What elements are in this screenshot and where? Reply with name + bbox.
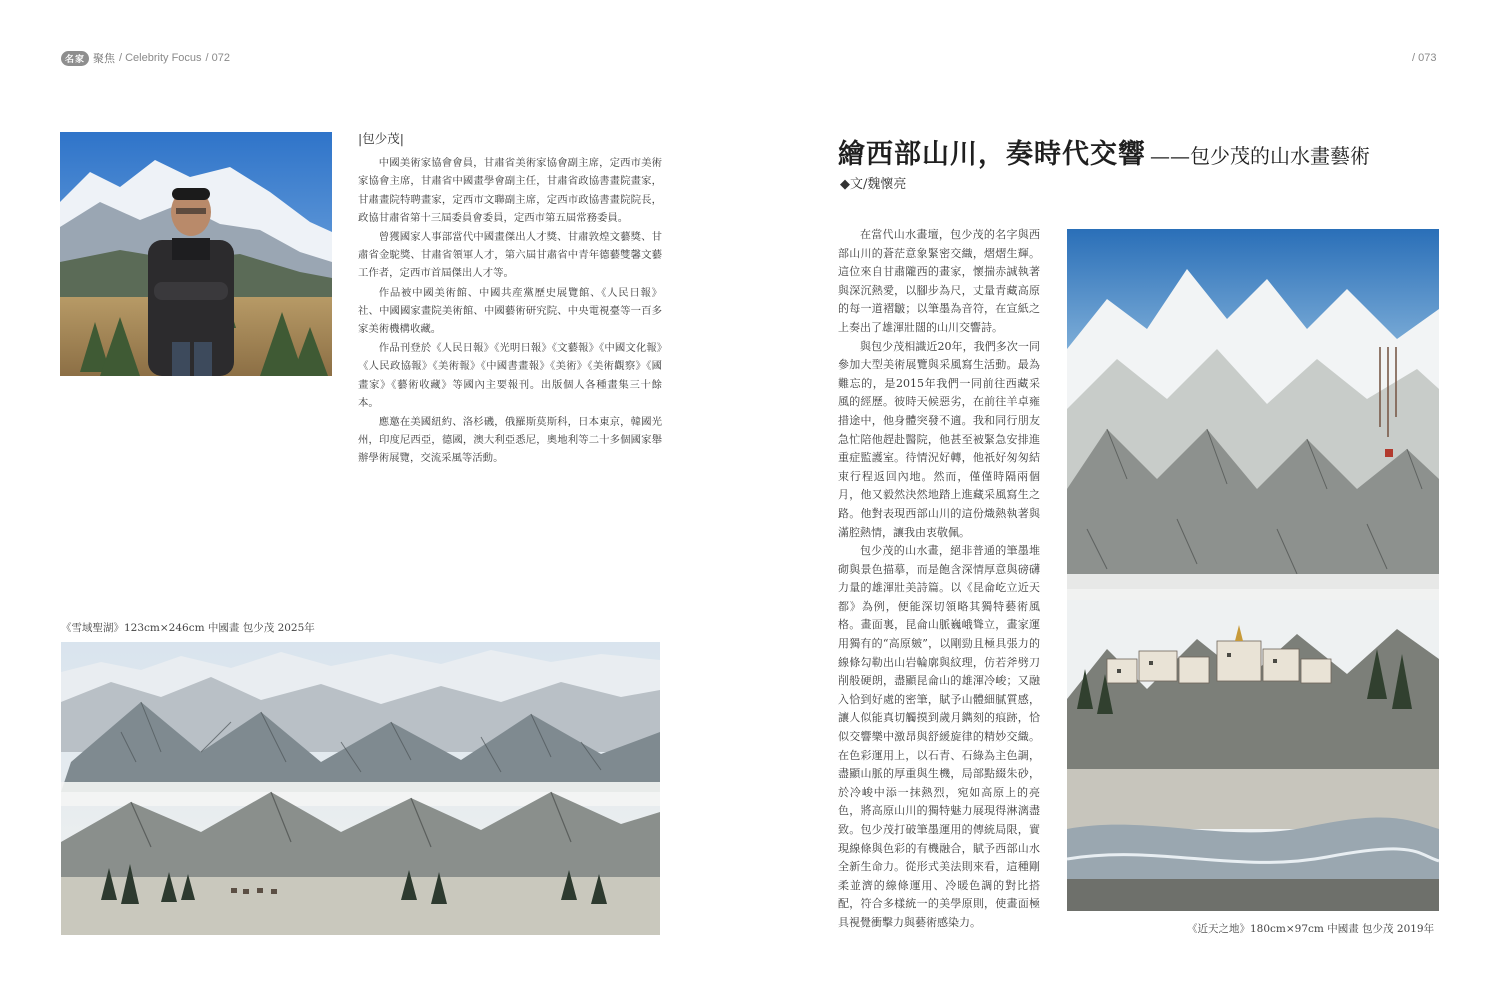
landscape-painting-2 — [1067, 229, 1439, 911]
bio-paragraph: 中國美術家協會會員，甘肅省美術家協會副主席，定西市美術家協會主席，甘肅省中國畫學會副主任，甘肅省政協書畫院畫家，甘肅畫院特聘畫家，定西市文聯副主席，定西市政協書畫院院長，政協甘肅省第十三屆委員會委員，定西市第五屆常務委員。 — [358, 157, 662, 224]
article-title-sub: ——包少茂的山水畫藝術 — [1150, 144, 1370, 168]
page-number-left: / 072 — [205, 52, 230, 64]
landscape-painting-1 — [61, 642, 660, 935]
bio-paragraph: 應邀在美國紐約、洛杉磯，俄羅斯莫斯科，日本東京，韓國光州，印度尼西亞，德國，澳大利亞悉尼，奧地利等二十多個國家舉辦學術展覽，交流采風等活動。 — [358, 416, 662, 465]
bio-paragraph: 曾獲國家人事部當代中國畫傑出人才獎、甘肅敦煌文藝獎、甘肅省金駝獎、甘肅省領軍人才，第六屆甘肅省中青年德藝雙馨文藝工作者，定西市首屆傑出人才等。 — [358, 231, 662, 280]
magazine-logo: 名家 — [61, 51, 89, 66]
painting-caption-2: 《近天之地》180cm×97cm 中國畫 包少茂 2019年 — [1187, 923, 1435, 935]
artist-name: |包少茂| — [358, 131, 404, 146]
painting-caption-1: 《雪域聖湖》123cm×246cm 中國畫 包少茂 2025年 — [61, 622, 315, 634]
page-header-left — [61, 50, 230, 66]
artist-bio — [358, 130, 662, 469]
article-paragraph: 在當代山水畫壇，包少茂的名字與西部山川的蒼茫意象緊密交織，熠熠生輝。這位來自甘肅隴西的畫家，懷揣赤誠執著與深沉熱愛，以腳步為尺，丈量青藏高原的每一道褶皺；以筆墨為音符，在宣紙之上奏出了雄渾壯闊的山川交響詩。 — [838, 228, 1040, 334]
page-number-right: / 073 — [1412, 52, 1437, 64]
article-body — [838, 226, 1040, 933]
section-name-cn: 聚焦 — [93, 52, 115, 65]
bio-paragraph: 作品被中國美術館、中國共産黨歷史展覽館、《人民日報》社、中國國家畫院美術館、中國藝術研究院、中央電視臺等一百多家美術機構收藏。 — [358, 286, 662, 336]
section-name-en: / Celebrity Focus — [119, 52, 202, 64]
article-title-main: 繪西部山川，奏時代交響 — [838, 139, 1146, 170]
article-paragraph: 包少茂的山水畫，絕非普通的筆墨堆砌與景色描摹，而是飽含深情厚意與磅礴力量的雄渾壯美詩篇。以《昆侖屹立近天都》為例，便能深切領略其獨特藝術風格。畫面裏，昆侖山脈巍峨聳立，畫家運用獨有的“高原皴”，以剛勁且極具張力的線條勾勒出山岩輪廓與紋理，仿若斧劈刀削般硬朗，盡顯昆侖山的雄渾冷峻；又融入恰到好處的密筆，賦予山體細膩質感，讓人似能真切觸摸到歲月鐫刻的痕跡，恰似交響樂中激昂與舒緩旋律的精妙交織。在色彩運用上，以石青、石綠為主色調，盡顯山脈的厚重與生機，局部點綴朱砂，於冷峻中添一抹熱烈，宛如高原上的亮色，將高原山川的獨特魅力展現得淋漓盡致。包少茂打破筆墨運用的傳統局限，實現線條與色彩的有機融合，賦予西部山水全新生命力。從形式美法則來看，這種剛柔並濟的線條運用、冷暖色調的對比搭配，符合多樣統一的美學原則，使畫面極具視覺衝擊力與藝術感染力。 — [838, 544, 1040, 929]
article-paragraph: 與包少茂相識近20年，我們多次一同參加大型美術展覽與采風寫生活動。最為難忘的，是2015年我們一同前往西藏采風的經歷。彼時天候惡劣，在前往羊卓雍措途中，他身體突發不適。我和同行朋友急忙陪他趕赴醫院，他甚至被緊急安排進重症監護室。待情況好轉，他祇好匆匆結束行程返回內地。然而，僅僅時隔兩個月，他又毅然決然地踏上進藏采風寫生之路。他對表現西部山川的這份熾熱執著與滿腔熱情，讓我由衷敬佩。 — [838, 339, 1040, 539]
article-title — [838, 132, 1370, 171]
bio-paragraph: 作品刊登於《人民日報》《光明日報》《文藝報》《中國文化報》《人民政協報》《美術報》《中國書畫報》《美術》《美術觀察》《國畫家》《藝術收藏》等國內主要報刊。出版個人各種畫集三十餘本。 — [358, 342, 662, 409]
artist-portrait-photo — [60, 132, 332, 376]
article-author: ◆文/魏懷亮 — [840, 177, 907, 192]
